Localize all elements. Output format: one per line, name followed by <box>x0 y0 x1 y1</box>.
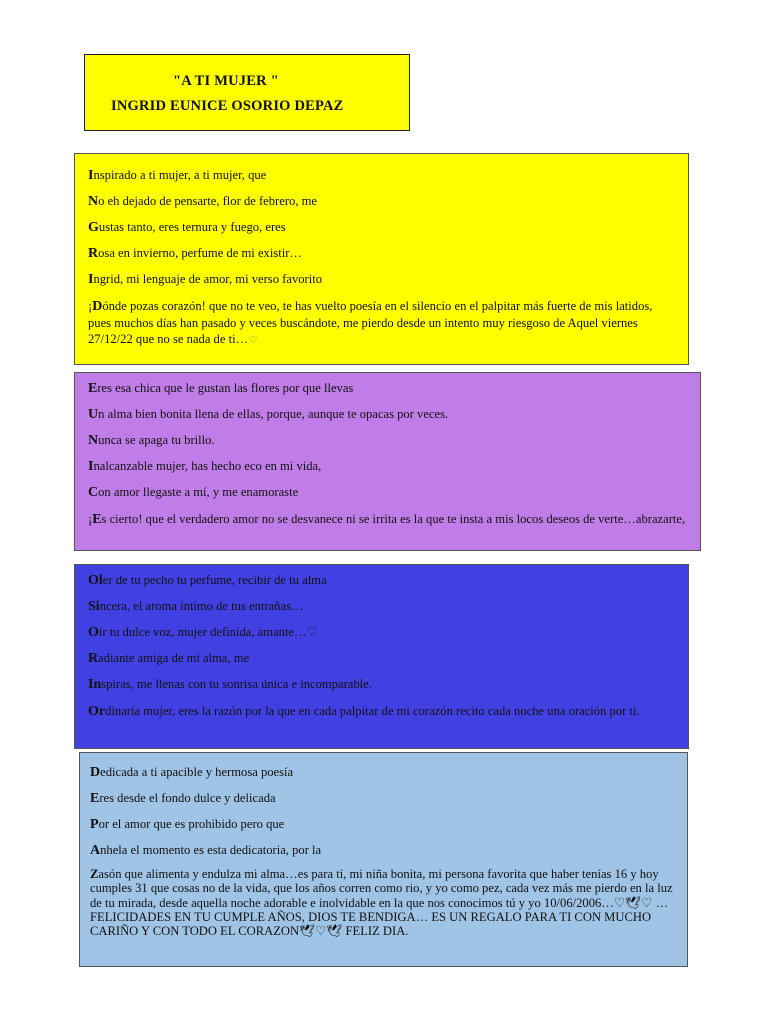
poem-line: Radiante amiga de mi alma, me <box>88 651 250 666</box>
poem-line: Eres desde el fondo dulce y delicada <box>90 791 276 806</box>
poem-line: Rosa en invierno, perfume de mi existir… <box>88 246 303 261</box>
poem-line: Gustas tanto, eres ternura y fuego, eres <box>88 220 286 235</box>
poem-line: Inspirado a ti mujer, a ti mujer, que <box>88 168 267 183</box>
poem-line: Anhela el momento es esta dedicatoria, por la <box>90 843 322 858</box>
acrostic-section-2 <box>74 372 701 551</box>
poem-line: Un alma bien bonita llena de ellas, porque, aunque te opacas por veces. <box>88 407 449 422</box>
acrostic-section-4 <box>79 752 688 967</box>
closing-paragraph: ¡Es cierto! que el verdadero amor no se desvanece ni se irrita es la que te insta a mis locos deseos de verte…abrazarte, <box>88 512 686 527</box>
poem-title: "A TI MUJER " <box>173 73 279 89</box>
closing-paragraph: ¡Dónde pozas corazón! que no te veo, te has vuelto poesía en el silencio en el palpitar más fuerte de mis latidos, pues muchos días han pasado y veces buscándote, me pierdo desde un intento muy riesgoso de Aquel viernes 27/12/22 que no se nada de ti…♡ <box>88 299 653 346</box>
poem-line: Nunca se apaga tu brillo. <box>88 433 215 448</box>
acrostic-section-3 <box>74 564 689 749</box>
poem-line: Inspiras, me llenas con tu sonrisa única e incomparable. <box>88 677 372 692</box>
poem-line: Eres esa chica que le gustan las flores por que llevas <box>88 381 354 396</box>
poem-line: Sincera, el aroma íntimo de tus entrañas… <box>88 599 304 614</box>
author-name: INGRID EUNICE OSORIO DEPAZ <box>111 98 344 114</box>
poem-line: Con amor llegaste a mí, y me enamoraste <box>88 485 299 500</box>
title-box <box>84 54 410 131</box>
closing-paragraph: Zasón que alimenta y endulza mi alma…es para ti, mi niña bonita, mi persona favorita que haber tenías 16 y hoy cumples 31 que cosas no de la vida, que los años corren como rio, y yo como pez, cada vez más me pierdo en la luz de tu mirada, desde aquella noche adorable e inolvidable en la que nos conocimos tú y yo 10/06/2006…♡🕊♡ …FELICIDADES EN TU CUMPLE AÑOS, DIOS TE BENDIGA… ES UN REGALO PARA TI CON MUCHO CARIÑO Y CON TODO EL CORAZON🕊♡🕊 FELIZ DIA. <box>90 867 673 939</box>
poem-line: Ingrid, mi lenguaje de amor, mi verso favorito <box>88 272 323 287</box>
poem-line: Oler de tu pecho tu perfume, recibir de tu alma <box>88 573 327 588</box>
poem-line: Inalcanzable mujer, has hecho eco en mi vida, <box>88 459 322 474</box>
closing-paragraph: Ordinaria mujer, eres la razón por la que en cada palpitar de mi corazón recito cada noche una oración por ti. <box>88 704 640 719</box>
poem-line: Dedicada a ti apacible y hermosa poesía <box>90 765 294 780</box>
white-heart-icon: ♡ <box>248 335 258 346</box>
poem-line: No eh dejado de pensarte, flor de febrero, me <box>88 194 318 209</box>
poem-line: Oír tu dulce voz, mujer definida, amante…♡ <box>88 625 318 640</box>
acrostic-section-1 <box>74 153 689 365</box>
poem-line: Por el amor que es prohibido pero que <box>90 817 285 832</box>
